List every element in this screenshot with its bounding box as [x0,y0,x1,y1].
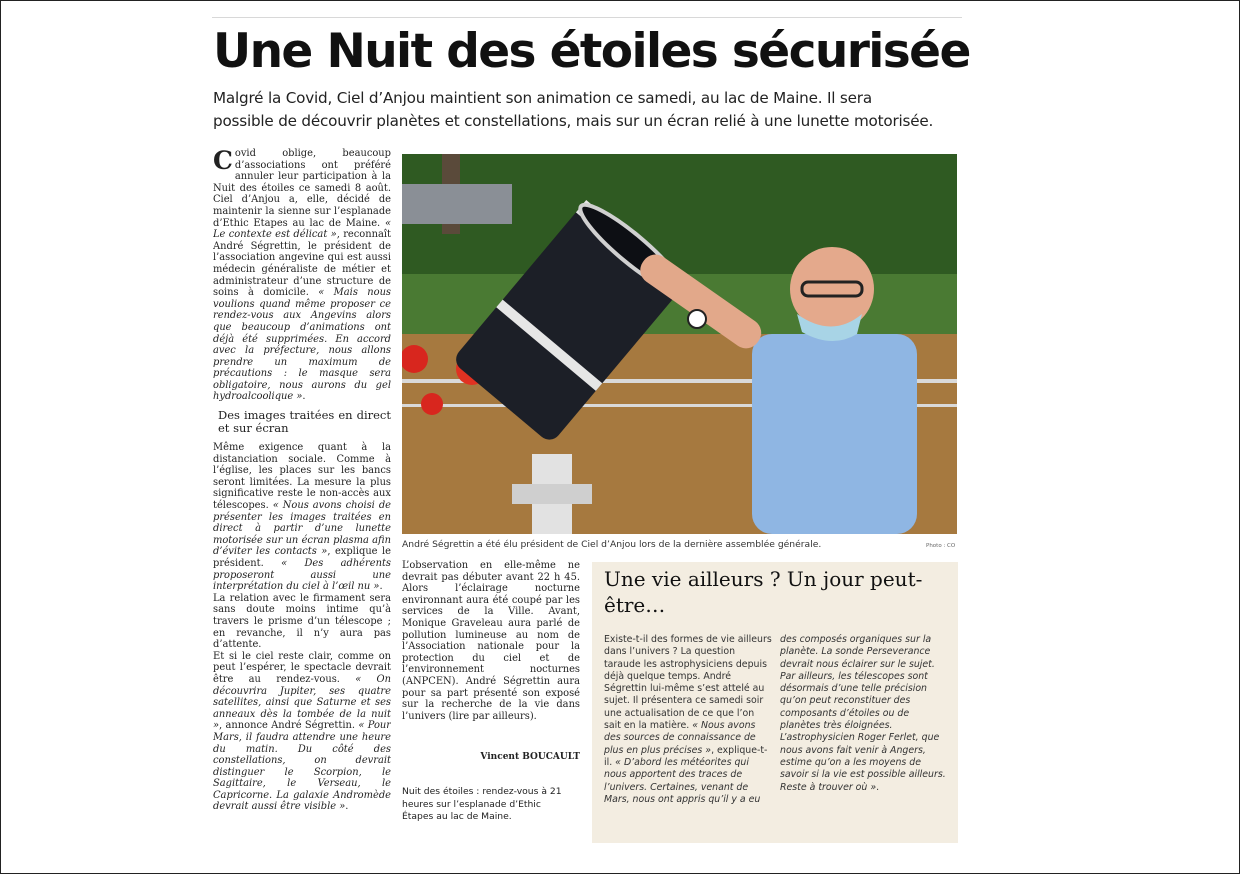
standfirst-line-2: possible de découvrir planètes et constellations, mais sur un écran relié à une lunette motorisée. [213,112,934,130]
article-column-2 [402,560,580,722]
article-column-1 [213,148,391,848]
standfirst-line-1: Malgré la Covid, Ciel d’Anjou maintient son animation ce samedi, au lac de Maine. Il sera [213,89,872,107]
text: , explique-t-il. [604,744,768,768]
quote: des composés organiques sur la planète. La sonde Perseverance devrait nous éclairer sur le sujet. Par ailleurs, les télescopes sont désormais d’une telle précision qu’on peut reconstituer des composants d’étoiles ou de planètes très éloignées. L’astrophysicien Roger Ferlet, que nous avons fait venir à Angers, estime qu’on a les moyens de savoir si la vie est possible ailleurs. Reste à trouver où » [780,634,946,793]
photo-credit: Photo : CO [926,543,956,549]
sidebar-column-right [780,634,948,794]
quote: « Le contexte est délicat » [213,217,391,241]
text: Et si le ciel reste clair, comme on peut l’espérer, le spectacle devrait être au rendez-vous. [213,650,391,685]
photo-illustration [402,154,957,534]
sidebar-title: Une vie ailleurs ? Un jour peut-être… [604,567,923,617]
sidebar-column-left [604,634,772,806]
text: , annonce André Ségrettin. [219,720,359,732]
headline: Une Nuit des étoiles sécurisée [213,24,970,79]
quote: « On découvrira Jupiter, ses quatre satellites, ainsi que Saturne et ses anneaux dès la tombée de la nuit » [213,673,391,732]
text: . [345,801,349,813]
text: , explique le président. [213,546,391,569]
quote: « Nous avons choisi de présenter les images traitées en direct à partir d’une lunette motorisée sur un écran plasma afin d’éviter les contacts » [213,500,391,558]
quote: « Des adhérents proposeront aussi une interprétation du ciel à l’œil nu » [213,558,391,593]
dropcap: C [213,148,233,175]
text: . [876,781,880,793]
text: . [302,391,306,403]
event-info: Nuit des étoiles : rendez-vous à 21 heures sur l’esplanade d’Ethic Étapes au lac de Maine. [402,786,562,822]
quote: « Nous avons des sources de connaissance de plus en plus précises » [604,720,756,756]
paragraph: L’observation en elle-même ne devrait pas débuter avant 22 h 45. Alors l’éclairage nocturne environnant aura été coupé par les services de la Ville. Avant, Monique Graveleau aura parlé de pollution lumineuse au nom de l’Association nationale pour la protection du ciel et de l’environnement nocturnes (ANPCEN). André Ségrettin aura pour sa part présenté son exposé sur la recherche de la vie dans l’univers (lire par ailleurs). [402,560,580,722]
sidebar-box [592,562,958,843]
quote: « Mais nous voulions quand même proposer ce rendez-vous aux Angevins alors que beaucoup d’animations ont déjà été supprimées. En accord avec la préfecture, nous allons prendre un maximum de précautions : le masque sera obligatoire, nous aurons du gel hydroalcoolique » [213,287,391,403]
quote: « D’abord les météorites qui nous apportent des traces de l’univers. Certaines, venant de Mars, nous ont appris qu’il y a eu [604,756,761,805]
paragraph-2 [213,442,391,593]
top-rule [212,17,962,18]
standfirst [213,87,973,133]
quote: « Pour Mars, il faudra attendre une heure du matin. Du côté des constellations, on devrait distinguer le Scorpion, le Sagittaire, le Verseau, le Capricorne. La galaxie Andromède devrait aussi être visible » [213,720,391,813]
paragraph-3: La relation avec le firmament sera sans doute moins intime qu’à travers le prisme d’un télescope ; en revanche, il n’y aura pas d’attente. [213,592,391,651]
text: . [379,581,383,593]
byline: Vincent BOUCAULT [480,752,580,762]
text: , reconnaît André Ségrettin, le président de l’association angevine qui est aussi médecin généraliste de métier et administrateur d’une structure de soins à domicile. [213,229,391,299]
subheading: Des images traitées en direct et sur écran [218,408,391,436]
text: Même exigence quant à la distanciation sociale. Comme à l’église, les places sur les bancs seront limitées. La mesure la plus significative reste le non-accès aux télescopes. [213,442,391,512]
paragraph-4 [213,651,391,813]
paragraph-1 [213,148,391,403]
text: ovid oblige, beaucoup d’associations ont préféré annuler leur participation à la Nuit des étoiles ce samedi 8 août. Ciel d’Anjou a, elle, décidé de maintenir la sienne sur l’esplanade d’Ethic Etapes au lac de Maine. [213,148,391,229]
text: Existe-t-il des formes de vie ailleurs dans l’univers ? La question taraude les astrophysiciens depuis déjà quelque temps. André Ségrettin lui-même s’est attelé au sujet. Il présentera ce samedi soir une actualisation de ce que l’on sait en la matière. [604,634,772,732]
article-photo [402,154,957,534]
photo-caption: André Ségrettin a été élu président de Ciel d’Anjou lors de la dernière assemblée générale. [402,539,822,550]
